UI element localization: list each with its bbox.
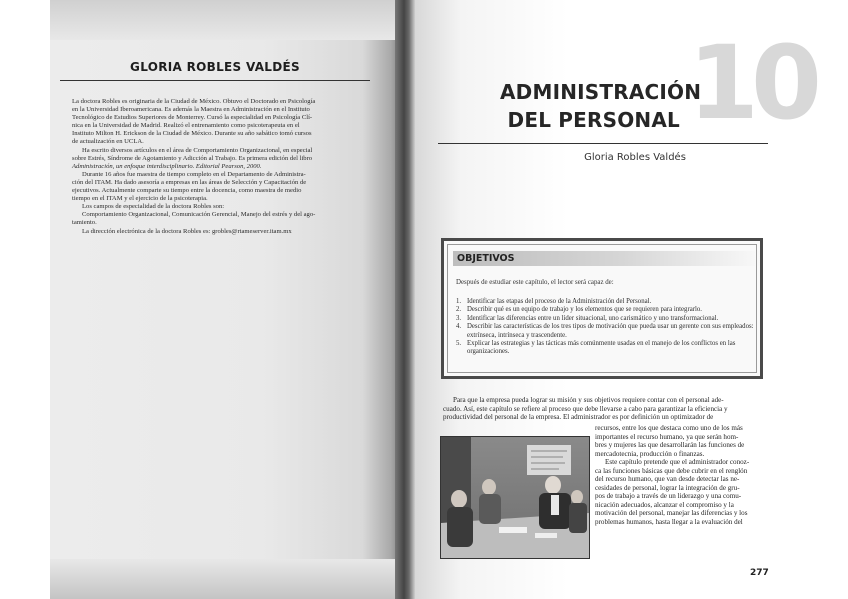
bio-line: Tecnológico de Estudios Superiores de Monterrey. Cursó la especialidad en Psicología Clí- (72, 114, 313, 122)
objective-item (456, 298, 761, 306)
chapter-author: Gloria Robles Valdés (584, 152, 686, 163)
bio-line: tiempo en el ITAM y el ejercicio de la psicoterapia. (72, 195, 208, 203)
body-line: motivación del personal, manejar las diferencias y los (595, 509, 748, 517)
bio-line: Comportamiento Organizacional, Comunicación Gerencial, Manejo del estrés y del ago- (82, 211, 316, 219)
chapter-title (500, 78, 702, 134)
author-heading: GLORIA ROBLES VALDÉS (130, 60, 300, 74)
bio-line: en la Universidad Iberoamericana. Es además la Maestra en Administración en el Instituto (72, 106, 310, 114)
bio-line: La dirección electrónica de la doctora Robles es: grobles@rtameserver.itam.mx (82, 227, 292, 235)
body-line: importantes el recurso humano, ya que serán hom- (595, 432, 739, 441)
objective-item (456, 340, 761, 357)
bio-line: Los campos de especialidad de la doctora Robles son: (82, 203, 225, 211)
body-line: ca las funciones básicas que debe cubrir en el renglón (595, 466, 748, 475)
objectives-list (456, 298, 761, 357)
bio-line: La doctora Robles es originaria de la Ciudad de México. Obtuvo el Doctorado en Psicología (72, 98, 316, 105)
objective-number: 4. (456, 323, 462, 331)
bio-line: Administración, un enfoque interdisciplinario. Editorial Pearson, 2000. (72, 162, 262, 170)
body-line: productividad del personal de la empresa. El administrador es por definición un optimizador de (443, 413, 714, 421)
body-line: problemas humanos, hasta llegar a la evaluación del (595, 517, 743, 526)
body-line: mercadotecnia, producción o finanzas. (595, 449, 705, 458)
bio-line: nica en la Universidad de Madrid. Realizó el entrenamiento como psicoterapeuta en el (72, 122, 300, 130)
chapter-number: 10 (688, 24, 814, 143)
bio-line: tamiento. (72, 219, 97, 227)
book-spine (395, 0, 415, 599)
chapter-title-line: ADMINISTRACIÓN (500, 80, 702, 104)
bio-line: de actualización en UCLA. (72, 138, 144, 146)
objective-text: Explicar las estrategias y las tácticas más comúnmente usadas en el manejo de los conflictos en las organizaciones. (467, 340, 736, 356)
body-line: Para que la empresa pueda lograr su misión y sus objetivos requiere contar con el personal ade- (453, 396, 724, 404)
objective-item (456, 315, 761, 323)
left-page (50, 0, 405, 599)
objective-text: Identificar las diferencias entre un líder situacional, uno carismático y uno transformacional. (467, 314, 719, 322)
objective-item (456, 323, 761, 340)
body-line: cuado. Así, este capítulo se refiere al proceso que debe llevarse a cabo para garantizar la eficiencia y (443, 404, 728, 413)
bio-line: ción del ITAM. Ha dado asesoría a empresas en las áreas de Selección y Capacitación de (72, 178, 307, 186)
body-line: Este capítulo pretende que el administrador conoz- (605, 458, 750, 466)
objective-number: 1. (456, 298, 462, 305)
body-line: pos de trabajo a través de un liderazgo y una comu- (595, 492, 742, 500)
objectives-intro: Después de estudiar este capítulo, el lector será capaz de: (456, 279, 614, 286)
chapter-title-line: DEL PERSONAL (507, 108, 680, 132)
objective-text: Describir las características de los tres tipos de motivación que pueda usar un gerente con sus empleados: extrínseca, intrínseca y trascendente. (467, 323, 754, 339)
objective-text: Identificar las etapas del proceso de la Administración del Personal. (467, 298, 652, 305)
body-column (595, 424, 770, 526)
bio-line: Instituto Milton H. Erickson de la Ciudad de México. Durante su año sabático tomó cursos (72, 130, 312, 138)
meeting-photo (440, 436, 590, 559)
right-divider (438, 143, 768, 144)
bio-line: sobre Estrés, Síndrome de Agotamiento y Adicción al Trabajo. Es primera edición del libro (72, 154, 313, 162)
meeting-photo-graphic (441, 437, 589, 558)
bio-line: Durante 16 años fue maestra de tiempo completo en el Departamento de Administra- (82, 170, 306, 178)
objective-text: Describir qué es un equipo de trabajo y los elementos que se requieren para integrarlo. (467, 306, 702, 314)
body-line: del recurso humano, que van desde detectar las ne- (595, 475, 740, 483)
objective-number: 5. (456, 340, 462, 348)
body-line: recursos, entre los que destaca como uno de los más (595, 424, 743, 432)
body-line: nicación adecuados, alcanzar el compromiso y la (595, 500, 734, 509)
page-number: 277 (750, 568, 769, 578)
author-bio (72, 98, 350, 236)
objective-item (456, 306, 761, 314)
objective-number: 2. (456, 306, 462, 314)
body-line: cesidades de personal, lograr la integración de gru- (595, 483, 740, 492)
objectives-heading: OBJETIVOS (453, 251, 761, 266)
bio-line: Ha escrito diversos artículos en el área de Comportamiento Organizacional, en especial (82, 146, 313, 154)
objective-number: 3. (456, 314, 462, 322)
intro-paragraph (443, 396, 769, 422)
objectives-box (441, 238, 763, 379)
bio-line: ejecutivos. Actualmente comparte su tiempo entre la docencia, como maestra de medio (72, 187, 302, 195)
body-line: bres y mujeres las que desarrollarán las funciones de (595, 441, 745, 449)
left-divider (60, 80, 370, 81)
